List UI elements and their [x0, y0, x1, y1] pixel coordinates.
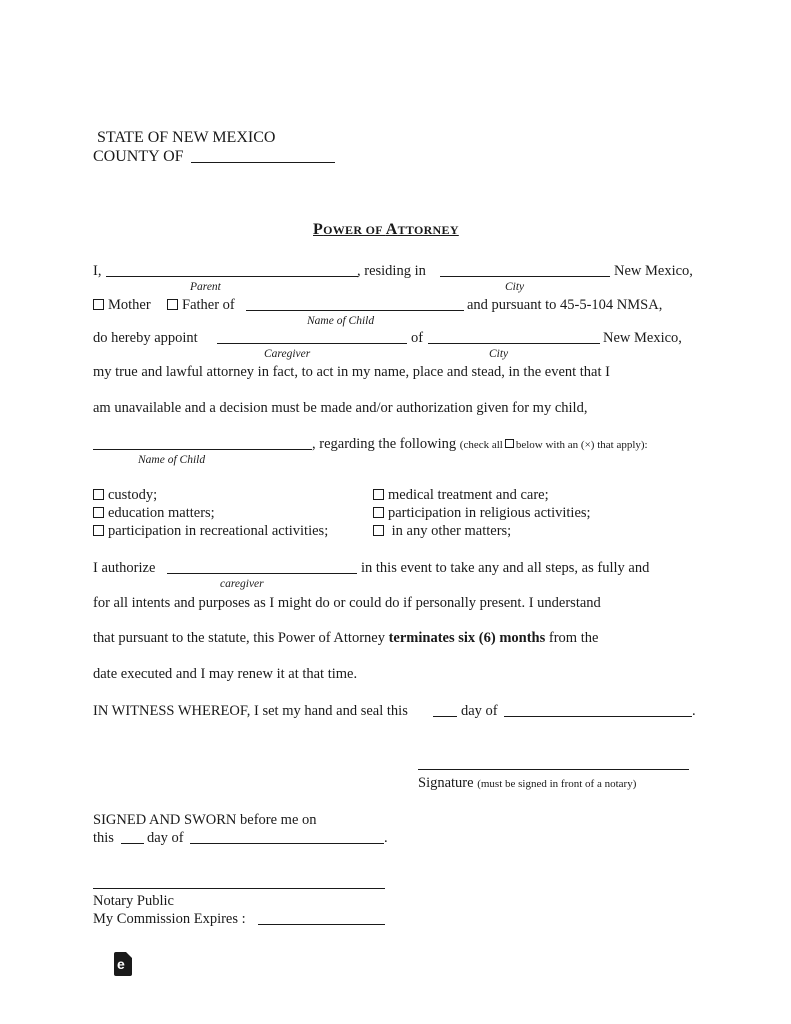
custody-option[interactable]: custody; [93, 486, 157, 504]
document-title: POWER OF ATTORNEY [313, 221, 459, 238]
notary-day-of-label: day of [147, 830, 184, 846]
name-of-child-caption-2: Name of Child [138, 454, 206, 466]
county-field[interactable] [191, 162, 335, 163]
custody-checkbox[interactable] [93, 489, 104, 500]
notary-public-label: Notary Public [93, 893, 174, 909]
i-label: I, [93, 263, 102, 279]
mother-checkbox[interactable] [93, 299, 104, 310]
city-caption-2: City [489, 348, 509, 360]
body-line-11: that pursuant to the statute, this Power of Attorney terminates six (6) months from the [93, 630, 599, 646]
county-label: COUNTY OF [93, 148, 184, 165]
signature-field[interactable] [418, 769, 689, 770]
appoint-label: do hereby appoint [93, 330, 198, 346]
new-mexico-label-1: New Mexico, [614, 263, 693, 279]
medical-checkbox[interactable] [373, 489, 384, 500]
authorized-caregiver-field[interactable] [167, 573, 357, 574]
body-line-10: for all intents and purposes as I might do or could do if personally present. I understand [93, 595, 601, 611]
authorize-label: I authorize [93, 560, 156, 576]
checkbox-example-icon [505, 439, 514, 448]
religious-option[interactable]: participation in religious activities; [373, 504, 591, 522]
body-line-12: date executed and I may renew it at that time. [93, 666, 358, 682]
witness-day-field[interactable] [433, 716, 457, 717]
child-name-field-2[interactable] [93, 449, 312, 450]
notary-month-field[interactable] [190, 843, 384, 844]
caregiver-name-field[interactable] [217, 343, 407, 344]
other-option[interactable]: in any other matters; [373, 522, 511, 540]
recreational-checkbox[interactable] [93, 525, 104, 536]
body-line-6: am unavailable and a decision must be made and/or authorization given for my child, [93, 400, 588, 416]
witness-month-field[interactable] [504, 716, 692, 717]
parent-name-field[interactable] [106, 276, 358, 277]
parent-caption: Parent [190, 281, 221, 293]
city-caption-1: City [505, 281, 525, 293]
commission-expires-field[interactable] [258, 924, 385, 925]
caregiver-lower-caption: caregiver [220, 578, 264, 590]
other-checkbox[interactable] [373, 525, 384, 536]
new-mexico-label-2: New Mexico, [603, 330, 682, 346]
father-option[interactable]: Father of [167, 296, 235, 314]
body-line-5: my true and lawful attorney in fact, to act in my name, place and stead, in the event that I [93, 364, 610, 380]
father-checkbox[interactable] [167, 299, 178, 310]
pursuant-text: and pursuant to 45-5-104 NMSA, [467, 297, 663, 313]
state-heading: STATE OF NEW MEXICO [97, 129, 276, 146]
commission-label: My Commission Expires : [93, 911, 246, 927]
witness-day-of: day of [461, 703, 498, 719]
of-label: of [411, 330, 424, 346]
notary-day-field[interactable] [121, 843, 144, 844]
education-option[interactable]: education matters; [93, 504, 215, 522]
notary-period: . [384, 830, 388, 846]
notary-signature-field[interactable] [93, 888, 385, 889]
caregiver-caption: Caregiver [264, 348, 311, 360]
witness-period: . [692, 703, 696, 719]
recreational-option[interactable]: participation in recreational activities; [93, 522, 328, 540]
education-checkbox[interactable] [93, 507, 104, 518]
child-name-field[interactable] [246, 310, 464, 311]
residing-in-label: , residing in [357, 263, 426, 279]
name-of-child-caption-1: Name of Child [307, 315, 375, 327]
eforms-logo-icon: e [114, 952, 132, 976]
authorize-rest: in this event to take any and all steps, as fully and [361, 560, 650, 576]
caregiver-city-field[interactable] [428, 343, 600, 344]
medical-option[interactable]: medical treatment and care; [373, 486, 549, 504]
signed-sworn-text: SIGNED AND SWORN before me on [93, 812, 317, 828]
witness-text: IN WITNESS WHEREOF, I set my hand and seal this [93, 703, 408, 719]
signature-label: Signature (must be signed in front of a notary) [418, 775, 637, 791]
notary-this-label: this [93, 830, 114, 846]
religious-checkbox[interactable] [373, 507, 384, 518]
parent-city-field[interactable] [440, 276, 610, 277]
mother-option[interactable]: Mother [93, 296, 151, 314]
regarding-text: , regarding the following (check all below with an (×) that apply): [312, 436, 648, 452]
